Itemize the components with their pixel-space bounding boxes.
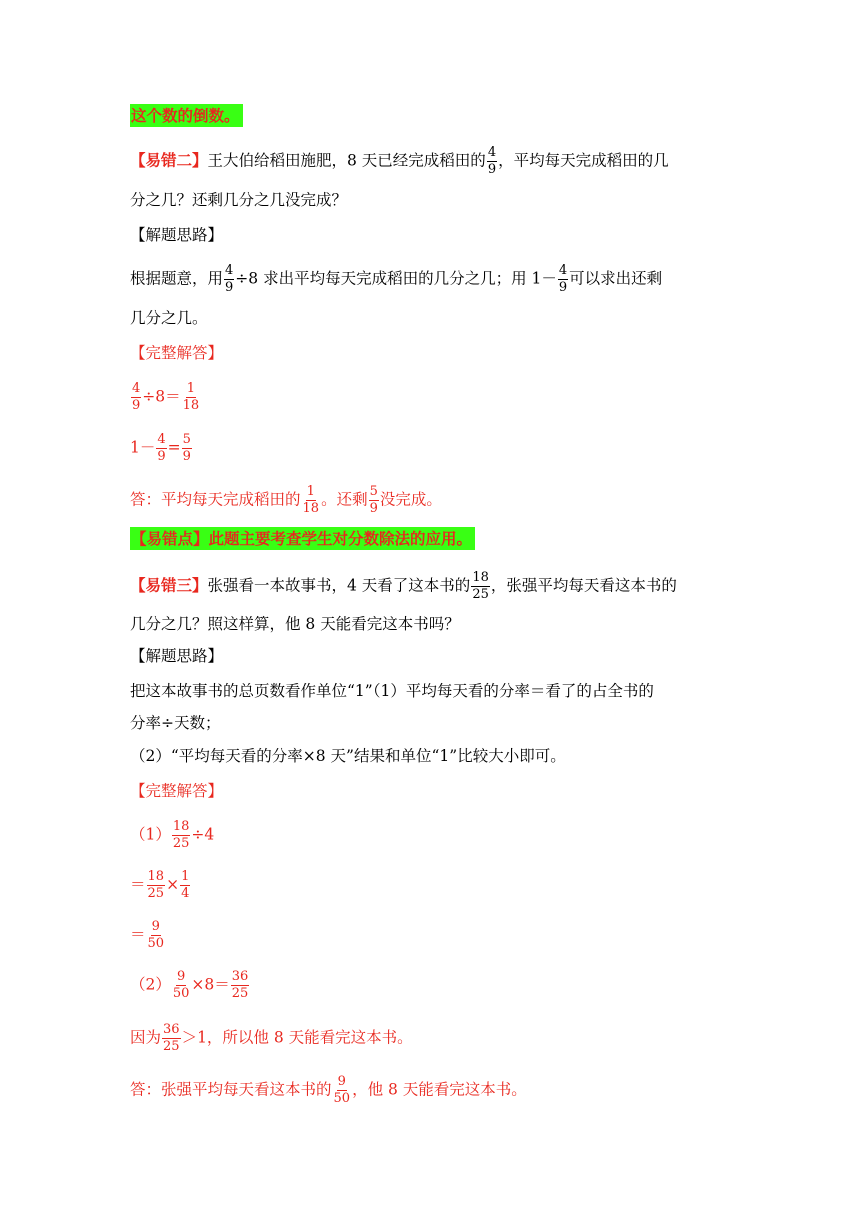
question-tag: 【易错二】 <box>130 150 208 170</box>
idea-header: 【解题思路】 <box>130 647 224 665</box>
idea-line-1: 把这本故事书的总页数看作单位“1”（1）平均每天看的分率＝看了的占全书的 <box>130 682 654 700</box>
step-3: ＝ $\frac{9}{50}$ <box>130 919 165 951</box>
fraction: $\frac{4}{9}$ <box>558 263 568 295</box>
answer-line: 答：张强平均每天看这本书的 $\frac{9}{50}$ ，他 8 天能看完这本书。 <box>130 1074 527 1106</box>
step-4: （2） $\frac{9}{50}$ ×8＝ $\frac{36}{25}$ <box>130 969 249 1001</box>
equation-1: $\frac{4}{9}$ ÷8＝ $\frac{1}{18}$ <box>132 381 200 413</box>
highlight-note-1 <box>130 106 243 126</box>
highlight-text: 【易错点】此题主要考查学生对分数除法的应用。 <box>130 527 475 550</box>
because-line: 因为 $\frac{36}{25}$ ＞1，所以他 8 天能看完这本书。 <box>130 1022 413 1054</box>
step-2: ＝ $\frac{18}{25}$ × $\frac{1}{4}$ <box>130 869 190 901</box>
answer-header: 【完整解答】 <box>130 344 224 362</box>
highlight-note-2 <box>130 529 475 549</box>
question-text: 王大伯给稻田施肥，8 天已经完成稻田的 <box>207 151 486 170</box>
question-2-line-1 <box>130 146 669 177</box>
idea-header: 【解题思路】 <box>130 226 224 244</box>
question-tag: 【易错三】 <box>130 575 208 595</box>
step-1: （1） $\frac{18}{25}$ ÷4 <box>130 819 215 851</box>
equation-2: 1－ $\frac{4}{9}$ = $\frac{5}{9}$ <box>130 432 191 464</box>
fraction: $\frac{18}{25}$ <box>472 570 489 602</box>
idea-line-2: 分率÷天数； <box>130 714 221 732</box>
answer-line: 答：平均每天完成稻田的 $\frac{1}{18}$ 。还剩 $\frac{5}{9}$ 没完成。 <box>130 484 442 516</box>
fraction: $\frac{4}{9}$ <box>487 145 497 177</box>
question-text: ，平均每天完成稻田的几 <box>498 151 669 170</box>
question-2-line-2: 分之几？还剩几分之几没完成？ <box>130 191 348 209</box>
fraction: $\frac{4}{9}$ <box>225 263 234 295</box>
highlight-text: 这个数的倒数。 <box>130 104 243 127</box>
question-3-line-1: 【易错三】张强看一本故事书，4 天看了这本书的 $\frac{18}{25}$ ，张强平均每天看这本书的 <box>130 570 677 602</box>
question-3-line-2: 几分之几？照这样算，他 8 天能看完这本书吗？ <box>130 615 460 633</box>
idea-line-1: 根据题意，用 $\frac{4}{9}$ ÷8 求出平均每天完成稻田的几分之几；用 1－ $\frac{4}{9}$ 可以求出还剩 <box>130 263 663 295</box>
answer-header: 【完整解答】 <box>130 782 224 800</box>
idea-line-2: 几分之几。 <box>130 309 208 327</box>
idea-line-3: （2）“平均每天看的分率×8 天”结果和单位“1”比较大小即可。 <box>130 747 566 765</box>
